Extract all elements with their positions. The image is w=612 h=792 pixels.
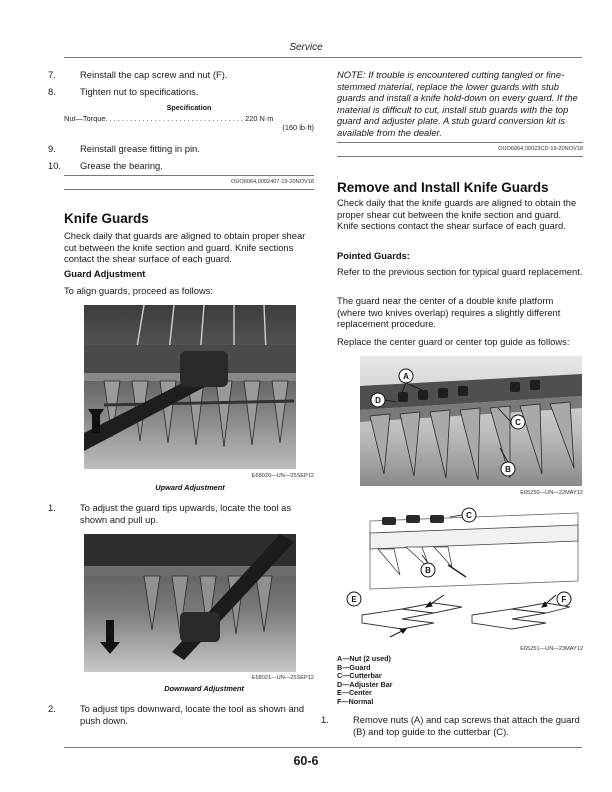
spec-title: Specification bbox=[166, 103, 212, 112]
step-10: 10. Grease the bearing. bbox=[48, 160, 163, 171]
figure-id: E68020—UN—25SEP12 bbox=[251, 473, 314, 479]
legend-item: B—Guard bbox=[337, 662, 371, 672]
callout-b-label: B bbox=[425, 566, 431, 575]
step-8: 8. Tighten nut to specifications. bbox=[48, 86, 199, 97]
guard-assembly-photo bbox=[360, 356, 582, 486]
running-header: Service bbox=[289, 42, 323, 53]
figure-caption: Upward Adjustment bbox=[155, 483, 225, 492]
legend-item: C—Cutterbar bbox=[337, 671, 382, 681]
section-rule bbox=[337, 156, 583, 157]
footer-rule bbox=[64, 747, 582, 748]
legend-item: A—Nut (2 used) bbox=[337, 654, 391, 663]
spec-torque-imperial: (160 lb·ft) bbox=[282, 123, 314, 132]
section-heading: Knife Guards bbox=[64, 211, 149, 226]
legend-item: E—Center bbox=[337, 688, 372, 698]
callout-b-label: B bbox=[505, 465, 511, 474]
figure-id: E68021—UN—25SEP12 bbox=[251, 675, 314, 681]
step-7: 7. Reinstall the cap screw and nut (F). bbox=[48, 69, 228, 80]
legend-item: F—Normal bbox=[337, 696, 374, 706]
spec-torque: Nut—Torque. . . . . . . . . . . . . . . . . . . . . . . . . . . . . . . . . . 220 N·m bbox=[64, 114, 274, 123]
paragraph: Refer to the previous section for typical guard replacement. bbox=[337, 266, 583, 277]
figure-caption: Downward Adjustment bbox=[164, 684, 244, 693]
step-upward: 1. To adjust the guard tips upwards, locate the tool as shown and pull up. bbox=[48, 502, 292, 525]
figure-id: E65250—UN—22MAY12 bbox=[520, 490, 583, 496]
figure-legend bbox=[337, 655, 497, 707]
paragraph: Replace the center guard or center top guide as follows: bbox=[337, 336, 570, 347]
section-rule bbox=[64, 189, 314, 190]
step-remove-nuts: 1. Remove nuts (A) and cap screws that attach the guard (B) and top guide to the cutterbar (C). bbox=[321, 714, 580, 737]
callout-e-label: E bbox=[351, 595, 357, 604]
callout-a-label: A bbox=[403, 372, 409, 381]
section-heading: Remove and Install Knife Guards bbox=[337, 180, 549, 195]
figure-id: E65251—UN—23MAY12 bbox=[520, 646, 583, 652]
reference-code: OUO6064,0002407-19-20NOV18 bbox=[230, 179, 314, 185]
page-number: 60-6 bbox=[293, 754, 319, 768]
section-rule bbox=[337, 142, 583, 143]
step-9: 9. Reinstall grease fitting in pin. bbox=[48, 143, 200, 154]
reference-code: OUO6064,00023CD-19-20NOV18 bbox=[498, 146, 583, 152]
paragraph: The guard near the center of a double knife platform (where two knives overlap) requires a slightly different replacement procedure. bbox=[337, 295, 561, 330]
section-rule bbox=[64, 175, 314, 176]
guard-types-drawing bbox=[342, 503, 582, 645]
header-rule bbox=[64, 57, 582, 58]
callout-c-label: C bbox=[515, 418, 521, 427]
upward-adjustment-photo bbox=[84, 305, 296, 469]
intro-paragraph: Check daily that the knife guards are aligned to obtain the proper shear cut between the knife section and guard. Knife sections contact the shear surface of each guard. bbox=[337, 197, 577, 232]
subheading: Pointed Guards: bbox=[337, 250, 410, 261]
callout-d-label: D bbox=[375, 396, 381, 405]
intro-paragraph: Check daily that guards are aligned to obtain proper shear cut between the knife section and guard. Knife sections contact the shear surface of each guard. bbox=[64, 230, 306, 265]
callout-f-label: F bbox=[561, 595, 567, 604]
downward-adjustment-photo bbox=[84, 534, 296, 672]
legend-item: D—Adjuster Bar bbox=[337, 679, 393, 689]
callout-c-label: C bbox=[466, 511, 472, 520]
subheading: Guard Adjustment bbox=[64, 268, 146, 279]
step-downward: 2. To adjust tips downward, locate the tool as shown and push down. bbox=[48, 703, 305, 726]
lead-paragraph: To align guards, proceed as follows: bbox=[64, 285, 214, 296]
note-paragraph: NOTE: If trouble is encountered cutting tangled or fine-stemmed material, replace the lower guards with stub guards and install a knife hold-down on every guard. If the material is difficult to cut, install stub guards with the top guard and adjuster plate. A stub guard conversion kit is available from the dealer. bbox=[337, 69, 578, 138]
